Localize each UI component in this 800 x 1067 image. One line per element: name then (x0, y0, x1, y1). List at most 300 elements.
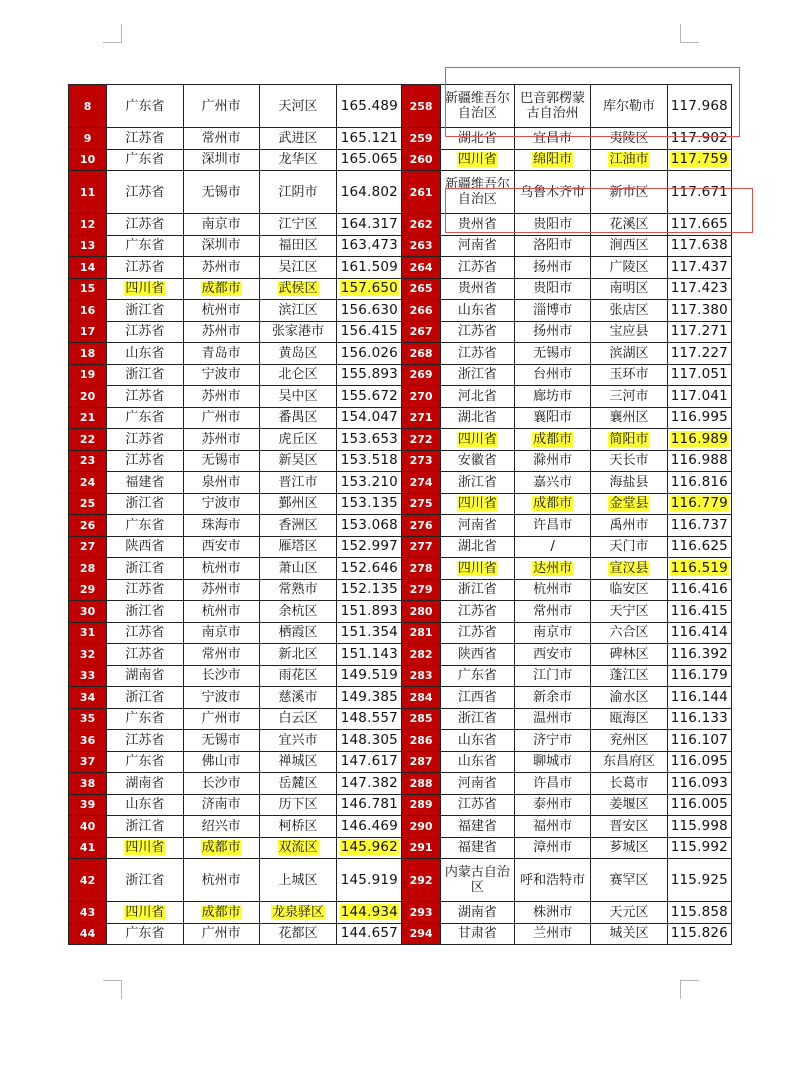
left-district-cell: 上城区 (259, 859, 336, 902)
right-rank-cell: 290 (402, 816, 440, 838)
left-city-cell: 深圳市 (183, 149, 259, 171)
table-row (69, 515, 732, 537)
right-rank-cell: 266 (402, 300, 440, 322)
left-city-cell: 广州市 (183, 708, 259, 730)
right-score-cell: 117.423 (667, 278, 731, 300)
left-score-cell: 146.781 (337, 794, 402, 816)
right-rank-cell: 267 (402, 321, 440, 343)
highlight-mark: 157.650 (340, 280, 398, 297)
annotation-box (445, 67, 740, 137)
right-rank-cell: 284 (402, 687, 440, 709)
right-rank-cell: 268 (402, 343, 440, 365)
right-score-cell: 117.041 (667, 386, 731, 408)
left-score-cell: 161.509 (337, 257, 402, 279)
right-city-cell: / (514, 536, 590, 558)
right-district-cell: 姜堰区 (591, 794, 667, 816)
left-city-cell: 绍兴市 (183, 816, 259, 838)
left-rank-cell: 35 (69, 708, 107, 730)
right-score-cell: 117.437 (667, 257, 731, 279)
right-province-cell: 湖北省 (440, 407, 514, 429)
left-city-cell: 泉州市 (183, 472, 259, 494)
right-district-cell: 禹州市 (591, 515, 667, 537)
left-score-cell: 163.473 (337, 235, 402, 257)
right-rank-cell: 260 (402, 149, 440, 171)
left-score-cell: 151.893 (337, 601, 402, 623)
highlight-mark: 成都市 (533, 431, 573, 447)
left-district-cell: 滨江区 (259, 300, 336, 322)
left-rank-cell: 24 (69, 472, 107, 494)
table-row (69, 493, 732, 515)
left-district-cell: 天河区 (259, 85, 336, 128)
table-row (69, 386, 732, 408)
left-city-cell: 深圳市 (183, 235, 259, 257)
right-district-cell: 瓯海区 (591, 708, 667, 730)
right-province-cell: 山东省 (440, 751, 514, 773)
left-rank-cell: 22 (69, 429, 107, 451)
left-score-cell: 148.557 (337, 708, 402, 730)
right-city-cell: 许昌市 (514, 773, 590, 795)
left-province-cell: 福建省 (107, 472, 183, 494)
left-city-cell: 无锡市 (183, 171, 259, 214)
table-row (69, 536, 732, 558)
left-rank-cell: 27 (69, 536, 107, 558)
right-city-cell: 福州市 (514, 816, 590, 838)
left-province-cell: 陕西省 (107, 536, 183, 558)
left-province-cell: 广东省 (107, 235, 183, 257)
left-city-cell (183, 837, 259, 859)
left-city-cell: 苏州市 (183, 257, 259, 279)
highlight-mark: 116.779 (670, 495, 728, 512)
right-score-cell (667, 558, 731, 580)
left-district-cell: 萧山区 (259, 558, 336, 580)
right-district-cell (591, 558, 667, 580)
left-score-cell: 165.121 (337, 128, 402, 150)
right-rank-cell: 285 (402, 708, 440, 730)
right-province-cell: 浙江省 (440, 364, 514, 386)
left-city-cell: 无锡市 (183, 730, 259, 752)
right-score-cell: 117.665 (667, 214, 731, 236)
left-district-cell (259, 902, 336, 924)
right-city-cell: 淄博市 (514, 300, 590, 322)
right-province-cell: 浙江省 (440, 472, 514, 494)
left-province-cell: 江苏省 (107, 450, 183, 472)
right-province-cell: 江苏省 (440, 601, 514, 623)
right-score-cell: 116.392 (667, 644, 731, 666)
left-rank-cell: 18 (69, 343, 107, 365)
table-row (69, 687, 732, 709)
table-row (69, 321, 732, 343)
left-rank-cell: 9 (69, 128, 107, 150)
left-province-cell: 浙江省 (107, 601, 183, 623)
right-score-cell: 117.968 (667, 85, 731, 128)
left-rank-cell: 15 (69, 278, 107, 300)
right-city-cell: 扬州市 (514, 321, 590, 343)
page-corner-mark (103, 24, 122, 43)
right-district-cell (591, 149, 667, 171)
left-province-cell: 江苏省 (107, 622, 183, 644)
left-city-cell: 西安市 (183, 536, 259, 558)
right-rank-cell: 261 (402, 171, 440, 214)
left-province-cell: 浙江省 (107, 859, 183, 902)
left-province-cell: 浙江省 (107, 816, 183, 838)
left-district-cell: 历下区 (259, 794, 336, 816)
left-district-cell: 龙华区 (259, 149, 336, 171)
left-city-cell: 宁波市 (183, 493, 259, 515)
left-rank-cell: 11 (69, 171, 107, 214)
right-province-cell (440, 149, 514, 171)
left-score-cell: 152.997 (337, 536, 402, 558)
highlight-mark: 四川省 (457, 431, 497, 447)
left-province-cell (107, 902, 183, 924)
left-district-cell: 鄞州区 (259, 493, 336, 515)
left-province-cell: 江苏省 (107, 386, 183, 408)
right-city-cell: 西安市 (514, 644, 590, 666)
left-city-cell: 常州市 (183, 644, 259, 666)
right-district-cell: 长葛市 (591, 773, 667, 795)
right-district-cell: 宝应县 (591, 321, 667, 343)
right-province-cell: 安徽省 (440, 450, 514, 472)
right-province-cell: 江西省 (440, 687, 514, 709)
right-score-cell: 117.051 (667, 364, 731, 386)
right-city-cell: 无锡市 (514, 343, 590, 365)
left-city-cell: 长沙市 (183, 773, 259, 795)
table-row (69, 300, 732, 322)
right-district-cell: 涧西区 (591, 235, 667, 257)
right-rank-cell: 283 (402, 665, 440, 687)
left-district-cell: 香洲区 (259, 515, 336, 537)
table-row (69, 816, 732, 838)
left-city-cell: 常州市 (183, 128, 259, 150)
right-city-cell: 洛阳市 (514, 235, 590, 257)
right-score-cell: 116.416 (667, 579, 731, 601)
right-city-cell: 常州市 (514, 601, 590, 623)
left-district-cell: 北仑区 (259, 364, 336, 386)
table-row (69, 429, 732, 451)
right-province-cell: 湖南省 (440, 902, 514, 924)
page-corner-mark (680, 24, 699, 43)
highlight-mark: 四川省 (457, 152, 497, 168)
left-province-cell: 广东省 (107, 149, 183, 171)
left-score-cell: 164.317 (337, 214, 402, 236)
right-rank-cell: 265 (402, 278, 440, 300)
left-district-cell: 吴中区 (259, 386, 336, 408)
highlight-mark: 成都市 (201, 840, 241, 856)
right-province-cell: 甘肃省 (440, 923, 514, 945)
highlight-mark: 四川省 (125, 904, 165, 920)
left-rank-cell: 38 (69, 773, 107, 795)
right-province-cell: 山东省 (440, 300, 514, 322)
right-province-cell: 河南省 (440, 235, 514, 257)
right-province-cell: 湖北省 (440, 128, 514, 150)
highlight-mark: 武侯区 (278, 281, 318, 297)
right-province-cell: 浙江省 (440, 708, 514, 730)
left-rank-cell: 30 (69, 601, 107, 623)
table-row (69, 364, 732, 386)
right-score-cell: 116.095 (667, 751, 731, 773)
right-city-cell: 巴音郭楞蒙古自治州 (514, 85, 590, 128)
right-score-cell: 115.858 (667, 902, 731, 924)
table-row (69, 579, 732, 601)
right-city-cell: 贵阳市 (514, 278, 590, 300)
highlight-mark: 144.934 (340, 903, 398, 920)
right-district-cell: 三河市 (591, 386, 667, 408)
left-city-cell: 苏州市 (183, 429, 259, 451)
left-province-cell: 江苏省 (107, 171, 183, 214)
highlight-mark: 117.759 (670, 151, 728, 168)
right-score-cell: 117.227 (667, 343, 731, 365)
right-rank-cell: 282 (402, 644, 440, 666)
left-rank-cell: 25 (69, 493, 107, 515)
left-city-cell: 佛山市 (183, 751, 259, 773)
right-score-cell: 115.992 (667, 837, 731, 859)
right-score-cell: 116.133 (667, 708, 731, 730)
left-district-cell: 禅城区 (259, 751, 336, 773)
left-rank-cell: 39 (69, 794, 107, 816)
right-district-cell: 天长市 (591, 450, 667, 472)
left-rank-cell: 40 (69, 816, 107, 838)
right-district-cell: 天门市 (591, 536, 667, 558)
highlight-mark: 145.962 (340, 839, 398, 856)
right-district-cell: 芗城区 (591, 837, 667, 859)
right-rank-cell: 273 (402, 450, 440, 472)
left-rank-cell: 33 (69, 665, 107, 687)
right-rank-cell: 272 (402, 429, 440, 451)
right-district-cell: 花溪区 (591, 214, 667, 236)
annotation-box (445, 188, 753, 233)
left-score-cell: 151.143 (337, 644, 402, 666)
left-district-cell: 江阴市 (259, 171, 336, 214)
left-rank-cell: 42 (69, 859, 107, 902)
table-row (69, 837, 732, 859)
left-district-cell: 番禺区 (259, 407, 336, 429)
right-province-cell: 湖北省 (440, 536, 514, 558)
right-rank-cell: 288 (402, 773, 440, 795)
left-district-cell: 吴江区 (259, 257, 336, 279)
right-province-cell: 河南省 (440, 515, 514, 537)
left-score-cell: 152.135 (337, 579, 402, 601)
left-score-cell: 155.672 (337, 386, 402, 408)
left-district-cell: 雨花区 (259, 665, 336, 687)
left-rank-cell: 34 (69, 687, 107, 709)
right-city-cell: 南京市 (514, 622, 590, 644)
right-score-cell (667, 493, 731, 515)
left-score-cell: 156.630 (337, 300, 402, 322)
right-rank-cell: 281 (402, 622, 440, 644)
left-rank-cell: 31 (69, 622, 107, 644)
left-score-cell: 154.047 (337, 407, 402, 429)
right-rank-cell: 280 (402, 601, 440, 623)
left-province-cell: 广东省 (107, 923, 183, 945)
right-province-cell: 贵州省 (440, 214, 514, 236)
right-score-cell: 116.414 (667, 622, 731, 644)
left-rank-cell: 41 (69, 837, 107, 859)
page-corner-mark (680, 980, 699, 999)
left-district-cell: 新北区 (259, 644, 336, 666)
left-score-cell: 146.469 (337, 816, 402, 838)
table-row (69, 343, 732, 365)
right-district-cell (591, 429, 667, 451)
right-city-cell: 株洲市 (514, 902, 590, 924)
left-district-cell: 白云区 (259, 708, 336, 730)
left-score-cell: 165.489 (337, 85, 402, 128)
right-district-cell: 天宁区 (591, 601, 667, 623)
left-score-cell: 149.519 (337, 665, 402, 687)
left-province-cell: 浙江省 (107, 687, 183, 709)
left-rank-cell: 21 (69, 407, 107, 429)
left-score-cell: 156.415 (337, 321, 402, 343)
right-rank-cell: 293 (402, 902, 440, 924)
left-province-cell: 江苏省 (107, 321, 183, 343)
right-district-cell: 东昌府区 (591, 751, 667, 773)
left-district-cell: 花都区 (259, 923, 336, 945)
left-rank-cell: 19 (69, 364, 107, 386)
left-city-cell: 济南市 (183, 794, 259, 816)
right-rank-cell: 264 (402, 257, 440, 279)
table-row (69, 472, 732, 494)
right-score-cell: 116.107 (667, 730, 731, 752)
right-district-cell: 碑林区 (591, 644, 667, 666)
right-score-cell (667, 429, 731, 451)
right-province-cell: 内蒙古自治区 (440, 859, 514, 902)
right-city-cell: 泰州市 (514, 794, 590, 816)
right-score-cell: 117.271 (667, 321, 731, 343)
left-district-cell: 江宁区 (259, 214, 336, 236)
table-row (69, 601, 732, 623)
right-city-cell: 宜昌市 (514, 128, 590, 150)
left-city-cell: 广州市 (183, 923, 259, 945)
left-rank-cell: 8 (69, 85, 107, 128)
left-score-cell (337, 837, 402, 859)
right-rank-cell: 291 (402, 837, 440, 859)
right-rank-cell: 269 (402, 364, 440, 386)
left-city-cell: 杭州市 (183, 859, 259, 902)
left-district-cell: 栖霞区 (259, 622, 336, 644)
right-province-cell: 新疆维吾尔自治区 (440, 85, 514, 128)
left-score-cell: 156.026 (337, 343, 402, 365)
table-row (69, 644, 732, 666)
left-province-cell (107, 278, 183, 300)
left-city-cell: 宁波市 (183, 687, 259, 709)
left-score-cell: 153.135 (337, 493, 402, 515)
table-row (69, 665, 732, 687)
right-district-cell: 夷陵区 (591, 128, 667, 150)
left-city-cell: 青岛市 (183, 343, 259, 365)
right-district-cell: 渝水区 (591, 687, 667, 709)
right-rank-cell: 278 (402, 558, 440, 580)
right-score-cell: 116.625 (667, 536, 731, 558)
table-row (69, 902, 732, 924)
right-city-cell: 台州市 (514, 364, 590, 386)
right-district-cell: 库尔勒市 (591, 85, 667, 128)
right-district-cell: 广陵区 (591, 257, 667, 279)
right-province-cell (440, 493, 514, 515)
left-rank-cell: 26 (69, 515, 107, 537)
right-rank-cell: 263 (402, 235, 440, 257)
left-score-cell: 165.065 (337, 149, 402, 171)
highlight-mark: 龙泉驿区 (272, 904, 325, 920)
right-district-cell: 赛罕区 (591, 859, 667, 902)
left-score-cell: 151.354 (337, 622, 402, 644)
table-row (69, 773, 732, 795)
right-city-cell: 廊坊市 (514, 386, 590, 408)
right-province-cell (440, 429, 514, 451)
right-district-cell: 晋安区 (591, 816, 667, 838)
left-score-cell: 155.893 (337, 364, 402, 386)
left-city-cell: 广州市 (183, 85, 259, 128)
right-district-cell: 六合区 (591, 622, 667, 644)
right-province-cell: 江苏省 (440, 343, 514, 365)
left-rank-cell: 28 (69, 558, 107, 580)
left-rank-cell: 20 (69, 386, 107, 408)
left-district-cell: 新吴区 (259, 450, 336, 472)
right-rank-cell: 276 (402, 515, 440, 537)
table-row (69, 751, 732, 773)
right-district-cell: 蓬江区 (591, 665, 667, 687)
right-province-cell: 福建省 (440, 837, 514, 859)
right-rank-cell: 259 (402, 128, 440, 150)
left-score-cell: 153.068 (337, 515, 402, 537)
left-city-cell (183, 278, 259, 300)
left-city-cell: 苏州市 (183, 579, 259, 601)
table-row (69, 622, 732, 644)
right-district-cell: 临安区 (591, 579, 667, 601)
right-rank-cell: 274 (402, 472, 440, 494)
left-score-cell: 149.385 (337, 687, 402, 709)
left-province-cell: 浙江省 (107, 558, 183, 580)
left-score-cell: 148.305 (337, 730, 402, 752)
right-rank-cell: 277 (402, 536, 440, 558)
right-district-cell: 南明区 (591, 278, 667, 300)
right-rank-cell: 275 (402, 493, 440, 515)
left-city-cell: 长沙市 (183, 665, 259, 687)
table-row (69, 730, 732, 752)
left-province-cell: 广东省 (107, 708, 183, 730)
right-district-cell: 海盐县 (591, 472, 667, 494)
right-score-cell: 116.988 (667, 450, 731, 472)
right-city-cell: 兰州市 (514, 923, 590, 945)
page-corner-mark (103, 980, 122, 999)
left-province-cell: 浙江省 (107, 493, 183, 515)
left-province-cell: 湖南省 (107, 773, 183, 795)
right-score-cell: 116.995 (667, 407, 731, 429)
right-province-cell: 福建省 (440, 816, 514, 838)
right-score-cell: 116.415 (667, 601, 731, 623)
right-score-cell: 116.144 (667, 687, 731, 709)
right-city-cell: 漳州市 (514, 837, 590, 859)
left-province-cell: 山东省 (107, 794, 183, 816)
left-city-cell: 杭州市 (183, 300, 259, 322)
highlight-mark: 四川省 (125, 281, 165, 297)
left-city-cell: 广州市 (183, 407, 259, 429)
left-rank-cell: 13 (69, 235, 107, 257)
left-rank-cell: 16 (69, 300, 107, 322)
left-district-cell: 虎丘区 (259, 429, 336, 451)
right-city-cell: 济宁市 (514, 730, 590, 752)
right-rank-cell: 289 (402, 794, 440, 816)
table-row (69, 407, 732, 429)
highlight-mark: 四川省 (457, 560, 497, 576)
left-district-cell: 宜兴市 (259, 730, 336, 752)
highlight-mark: 双流区 (278, 840, 318, 856)
highlight-mark: 达州市 (533, 560, 573, 576)
right-rank-cell: 294 (402, 923, 440, 945)
right-score-cell: 117.638 (667, 235, 731, 257)
left-province-cell: 江苏省 (107, 644, 183, 666)
left-district-cell: 雁塔区 (259, 536, 336, 558)
right-city-cell: 乌鲁木齐市 (514, 171, 590, 214)
left-district-cell: 慈溪市 (259, 687, 336, 709)
table-row (69, 923, 732, 945)
